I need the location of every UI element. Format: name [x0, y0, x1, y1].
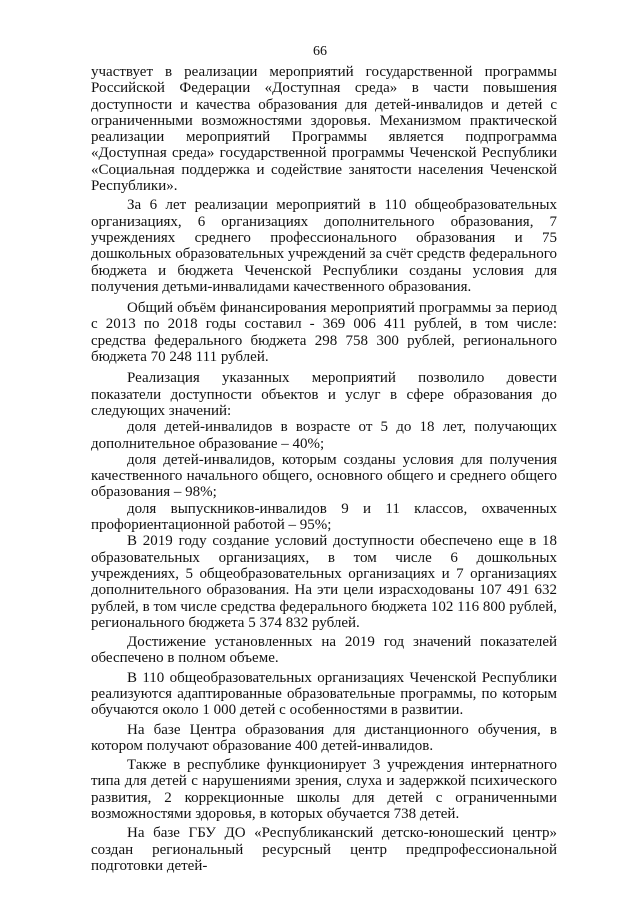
list-item-additional-education: доля детей-инвалидов в возрасте от 5 до 18 лет, получающих дополнительное образование – 40%; [91, 419, 557, 452]
list-item-career-guidance: доля выпускников-инвалидов 9 и 11 классов, охваченных профориентационной работой – 95%; [91, 500, 557, 534]
paragraph-5: В 2019 году создание условий доступности обеспечено еще в 18 образовательных организациях, в том числе 6 дошкольных учреждениях, 5 общеобразовательных организациях и 7 организациях дополнительного образования. На эти цели израсходованы 107 491 632 рублей, в том числе средства федерального бюджета 102 116 800 рублей, регионального бюджета 5 374 832 рублей. [91, 533, 557, 631]
paragraph-10: На базе ГБУ ДО «Республиканский детско-юношеский центр» создан региональный ресурсный центр предпрофессиональной подготовки детей- [91, 825, 557, 874]
paragraph-7: В 110 общеобразовательных организациях Чеченской Республики реализуются адаптированные образовательные программы, по которым обучаются около 1 000 детей с особенностями в развитии. [91, 669, 557, 719]
paragraph-8: На базе Центра образования для дистанционного обучения, в котором получают образование 400 детей-инвалидов. [91, 721, 557, 754]
paragraph-1: участвует в реализации мероприятий государственной программы Российской Федерации «Доступная среда» в части повышения доступности и качества образования для детей-инвалидов и детей с ограниченными возможностями здоровья. Механизмом практической реализации мероприятий Программы является подпрограмма «Доступная среда» государственной программы Чеченской Республики «Социальная поддержка и содействие занятости населения Чеченской Республики». [91, 64, 557, 195]
paragraph-9: Также в республике функционирует 3 учреждения интернатного типа для детей с нарушениями зрения, слуха и задержкой психического развития, 2 коррекционные школы для детей с ограниченными возможностями здоровья, в которых обучается 738 детей. [91, 757, 557, 823]
list-item-general-education: доля детей-инвалидов, которым созданы условия для получения качественного начального общего, основного общего и среднего общего образования – 98%; [91, 451, 557, 501]
paragraph-3: Общий объём финансирования мероприятий программы за период с 2013 по 2018 годы составил - 369 006 411 рублей, в том числе: средства федерального бюджета 298 758 300 рублей, регионального бюджета 70 248 111 рублей. [91, 300, 557, 366]
body-text [91, 64, 557, 874]
paragraph-2: За 6 лет реализации мероприятий в 110 общеобразовательных организациях, 6 организациях дополнительного образования, 7 учреждениях среднего профессионального образования и 75 дошкольных образовательных учреждений за счёт средств федерального бюджета и бюджета Чеченской Республики созданы условия для получения детьми-инвалидами качественного образования. [91, 197, 557, 295]
page-number: 66 [313, 44, 327, 59]
paragraph-6: Достижение установленных на 2019 год значений показателей обеспечено в полном объеме. [91, 634, 557, 667]
paragraph-4: Реализация указанных мероприятий позволило довести показатели доступности объектов и услуг в сфере образования до следующих значений: [91, 370, 557, 419]
